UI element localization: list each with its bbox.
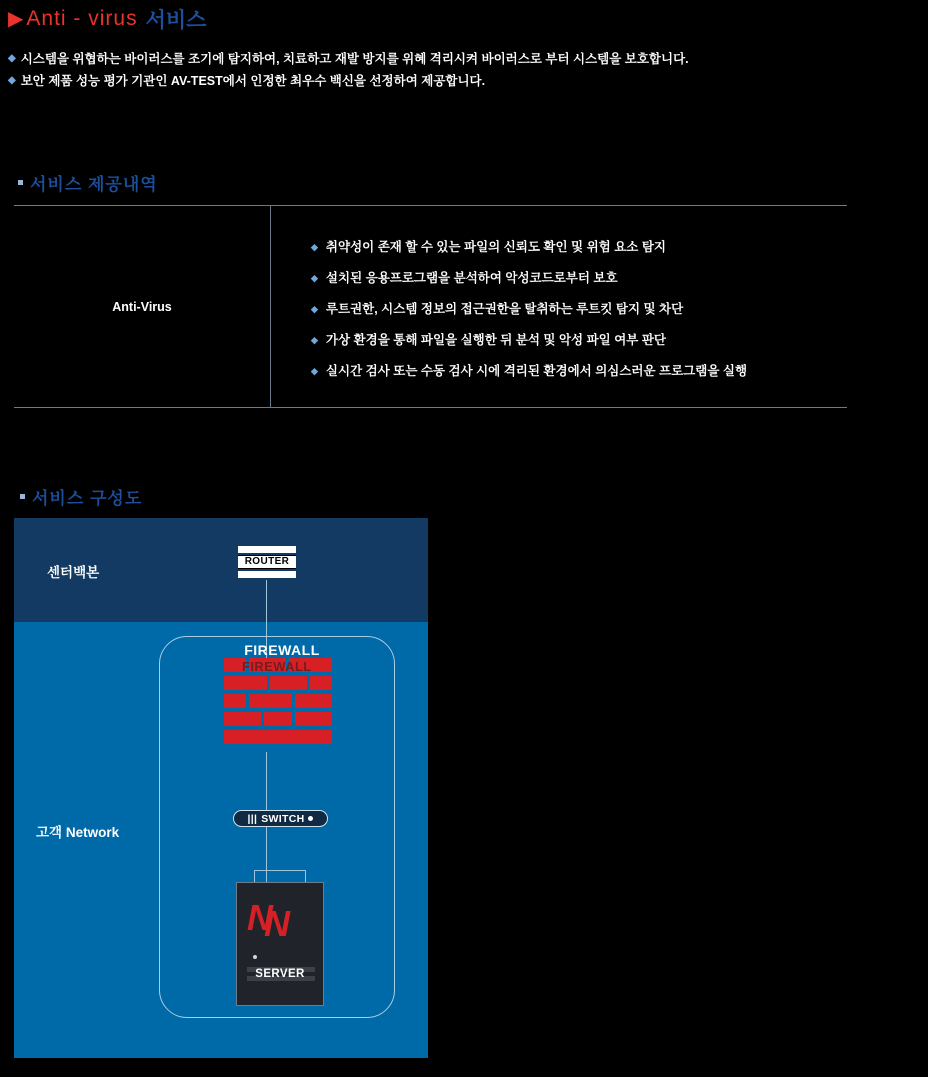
- lead-bullet-list: [8, 48, 888, 92]
- brick: [295, 694, 332, 708]
- lead-bullet-text: 시스템을 위협하는 바이러스를 조기에 탐지하여, 치료하고 재발 방지를 위혜 격리시켜 바이러스로 부터 시스템을 보호합니다.: [20, 52, 689, 66]
- switch-node: [233, 810, 328, 827]
- router-bottom-bar-icon: [238, 571, 296, 578]
- page-title-korean: 서비스: [145, 9, 207, 32]
- router-top-bar-icon: [238, 546, 296, 553]
- server-node: [236, 882, 324, 1006]
- service-item-text: 설치된 응용프로그램을 분석하여 악성코드로부터 보호: [325, 271, 618, 285]
- service-item-text: 취약성이 존재 할 수 있는 파일의 신뢰도 확인 및 위험 요소 탐지: [325, 240, 666, 254]
- brick: [224, 730, 332, 744]
- title-arrow-icon: ▶: [8, 8, 24, 30]
- page-title-english: Anti - virus: [26, 7, 138, 30]
- brick: [264, 712, 292, 726]
- table-row: [311, 294, 847, 325]
- service-item-text: 가상 환경을 통해 파일을 실행한 뒤 분석 및 악성 파일 여부 판단: [325, 333, 666, 347]
- section-heading-service: [18, 170, 158, 195]
- server-power-led-icon: [253, 955, 257, 959]
- brick: [224, 694, 246, 708]
- diagram-zone-customer-label: 고객 Network: [36, 825, 120, 840]
- bullet-dot-icon: ◆: [311, 366, 318, 376]
- service-item-text: 실시간 검사 또는 수동 검사 시에 격리된 환경에서 의심스러운 프로그램을 실행: [325, 364, 748, 378]
- list-item: [8, 48, 888, 70]
- bullet-dot-icon: ◆: [311, 304, 318, 314]
- square-bullet-icon: [20, 494, 25, 499]
- table-row: [311, 232, 847, 263]
- switch-status-lamp-icon: [308, 816, 313, 821]
- bullet-dot-icon: ◆: [311, 335, 318, 345]
- page-title: [8, 4, 206, 34]
- table-row: [311, 325, 847, 356]
- firewall-label: FIREWALL: [244, 642, 320, 658]
- brick: [310, 676, 332, 690]
- diagram-zone-backbone-label: 센터백본: [47, 565, 100, 580]
- brick-row: [224, 712, 332, 726]
- section-heading-label: 서비스 제공내역: [30, 175, 158, 194]
- section-heading-label: 서비스 구성도: [32, 489, 143, 508]
- server-rack-bracket: [254, 870, 306, 882]
- network-diagram: [14, 518, 428, 1058]
- square-bullet-icon: [18, 180, 23, 185]
- bullet-dot-icon: ◆: [8, 75, 16, 86]
- brick: [249, 694, 292, 708]
- firewall-ghost-label: FIREWALL: [242, 659, 312, 674]
- section-heading-diagram: [20, 484, 142, 509]
- bullet-dot-icon: ◆: [8, 53, 16, 64]
- service-table: [14, 205, 847, 408]
- switch-label: SWITCH: [261, 812, 305, 825]
- service-item-text: 루트권한, 시스템 정보의 접근권한을 탈취하는 루트킷 탐지 및 차단: [325, 302, 684, 316]
- service-item-list: [271, 206, 847, 407]
- brick-row: [224, 730, 332, 744]
- list-item: [8, 70, 888, 92]
- bullet-dot-icon: ◆: [311, 273, 318, 283]
- table-row: [311, 263, 847, 294]
- brick: [224, 712, 261, 726]
- switch-ports-icon: |||: [247, 812, 258, 825]
- brick: [224, 676, 267, 690]
- brick-row: [224, 694, 332, 708]
- router-node: [238, 546, 296, 578]
- brick: [270, 676, 307, 690]
- server-label: SERVER: [255, 968, 305, 980]
- router-label: ROUTER: [238, 555, 296, 569]
- bullet-dot-icon: ◆: [311, 242, 318, 252]
- table-row-label: Anti-Virus: [14, 206, 271, 407]
- brick: [295, 712, 332, 726]
- server-vendor-logo: NN: [247, 897, 287, 943]
- brick-row: [224, 676, 332, 690]
- lead-bullet-text: 보안 제품 성능 평가 기관인 AV-TEST에서 인정한 최우수 백신을 선정하여 제공합니다.: [20, 74, 486, 88]
- table-row: [311, 356, 847, 387]
